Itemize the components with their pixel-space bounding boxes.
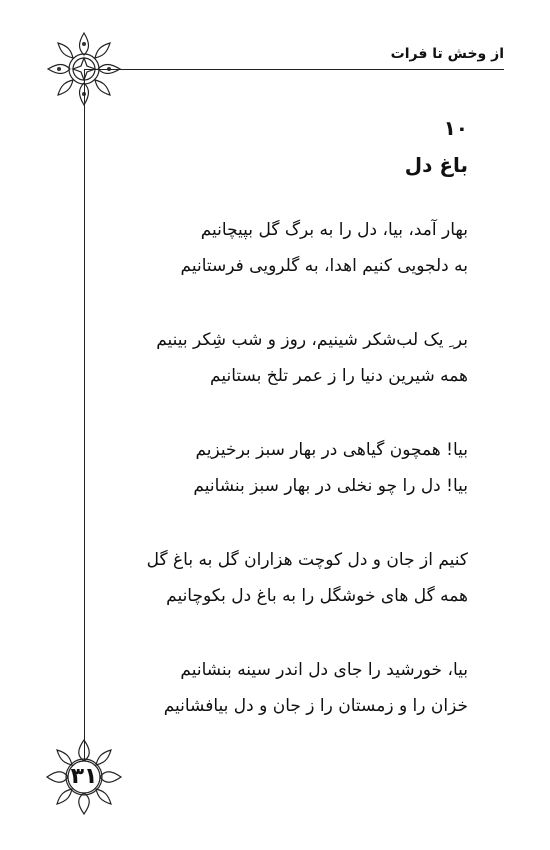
verse-line: بیا! دل را چو نخلی در بهار سبز بنشانیم [193,476,468,496]
verse-line: بهار آمد، بیا، دل را به برگ گل بپیچانیم [200,220,468,240]
running-head-title: از وخش تا فرات [390,46,504,62]
verse-line: بیا، خورشید را جای دل اندر سینه بنشانیم [180,660,468,680]
verse-line: بیا! همچون گیاهی در بهار سبز برخیزیم [195,440,468,460]
verse-line: خزان را و زمستان را ز جان و دل بیافشانیم [163,696,468,716]
chapter-number: ۱۰ [443,116,468,140]
verse-line: کنیم از جان و دل کوچت هزاران گل به باغ گل [146,550,468,570]
poem-title: باغ دل [404,153,468,177]
verse-line: همه گل های خوشگل را به باغ دل بکوچانیم [166,586,468,606]
page-number: ۳۱ [70,764,98,789]
stanza [68,432,468,504]
verse-line: بر ِ یک لب‌شکر شینیم، روز و شب شِکر بینیم [156,330,468,350]
verse-line: همه شیرین دنیا را ز عمر تلخ بستانیم [210,366,468,386]
poem-body [68,212,468,762]
stanza [68,212,468,284]
header-rule [84,69,504,70]
verse-line: به دلجویی کنیم اهدا، به گلرویی فرستانیم [180,256,468,276]
stanza [68,542,468,614]
stanza [68,322,468,394]
stanza [68,652,468,724]
